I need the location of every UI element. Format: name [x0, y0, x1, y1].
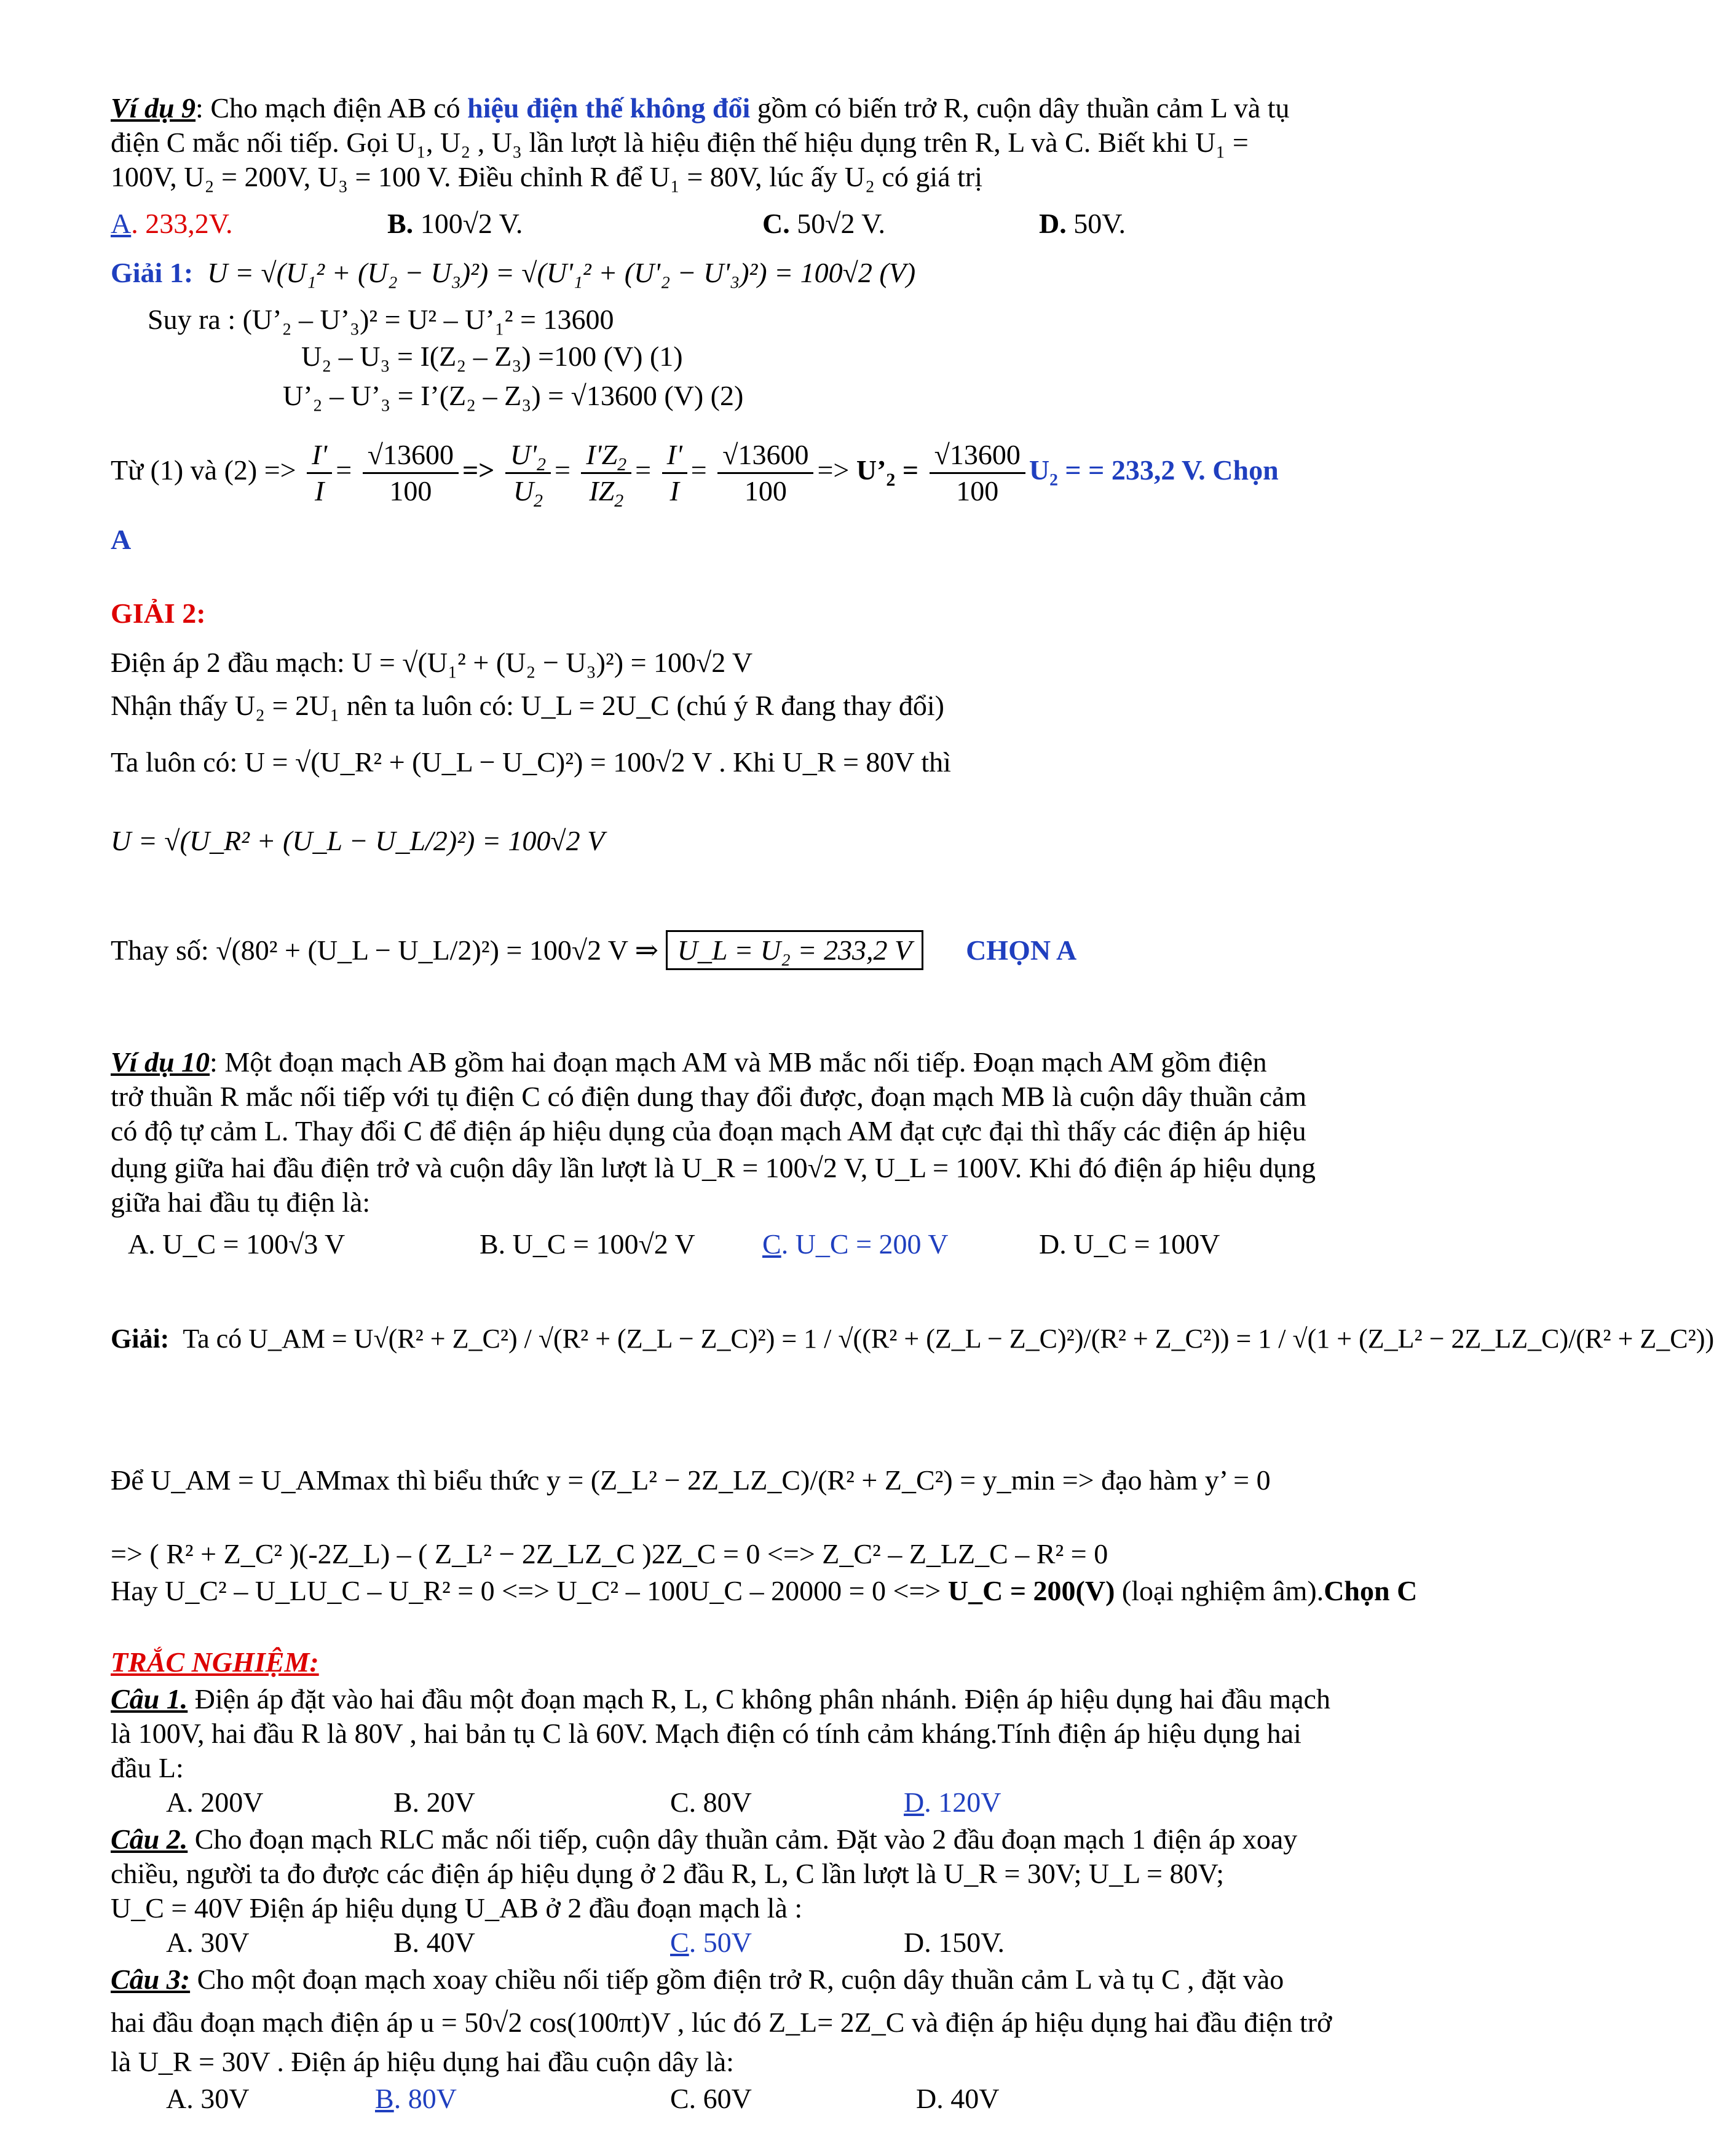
ex9-text: : Cho mạch điện AB có — [195, 92, 468, 124]
q1-text: Điện áp đặt vào hai đầu một đoạn mạch R, L, C không phân nhánh. Điện áp hiệu dụng hai đầu mạch — [188, 1683, 1330, 1715]
sol1-line3: U₂ – U₃ = I(Z₂ – Z₃) =100 (V) (1) — [301, 341, 683, 372]
sol2-line2: Nhận thấy U₂ = 2U₁ nên ta luôn có: U_L = 2U_C (chú ý R đang thay đổi) — [111, 690, 944, 721]
sol10-line1 — [111, 1322, 1714, 1356]
sol1-line2: Suy ra : (U’₂ – U’₃)² = U² – U’₁² = 13600 — [148, 304, 614, 335]
option-text: . 120V — [924, 1787, 1001, 1818]
q1-option-d — [904, 1785, 1001, 1820]
q3-option-b — [375, 2082, 457, 2116]
sol10-label: Giải: — [111, 1324, 170, 1354]
ex9-option-d — [1039, 207, 1126, 241]
fraction: $\frac{I'}{I}$ — [307, 438, 332, 508]
q1-line2: là 100V, hai đầu R là 80V , hai bản tụ C là 60V. Mạch điện có tính cảm kháng.Tính điện áp hiệu dụng hai — [111, 1718, 1301, 1749]
sol10-choice: Chọn C — [1324, 1575, 1418, 1606]
sol10-result: U_C = 200(V) — [947, 1575, 1115, 1606]
sol10-line4 — [111, 1574, 1417, 1608]
ex10-option-c — [762, 1227, 948, 1262]
ex9-option-a — [111, 207, 233, 241]
q2-option-a: A. 30V — [166, 1927, 250, 1958]
sol10-text: Hay U_C² – U_LU_C – U_R² = 0 <=> U_C² – 100U_C – 20000 = 0 <=> — [111, 1575, 948, 1606]
quiz-title: TRẮC NGHIỆM: — [111, 1646, 319, 1678]
option-letter: C — [762, 1228, 781, 1260]
ex9-line3: 100V, U₂ = 200V, U₃ = 100 V. Điều chỉnh R để U₁ = 80V, lúc ấy U₂ có giá trị — [111, 161, 983, 192]
q1-option-a: A. 200V — [166, 1787, 264, 1818]
q2-line1 — [111, 1822, 1297, 1857]
option-letter: A — [111, 208, 132, 239]
q3-option-d: D. 40V — [916, 2083, 1000, 2114]
ex10-line3: có độ tự cảm L. Thay đổi C để điện áp hiệu dụng của đoạn mạch AM đạt cực đại thì thấy các điện áp hiệu — [111, 1115, 1306, 1147]
sol1-line1 — [111, 256, 915, 290]
sol10-line3: => ( R² + Z_C² )(-2Z_L) – ( Z_L² − 2Z_LZ_C )2Z_C = 0 <=> Z_C² – Z_LZ_C – R² = 0 — [111, 1538, 1108, 1570]
sol10-text: (loại nghiệm âm). — [1115, 1575, 1324, 1606]
ex9-text: gồm có biến trở R, cuộn dây thuần cảm L và tụ — [750, 92, 1290, 124]
q3-line1 — [111, 1962, 1284, 1997]
sol2-line1: Điện áp 2 đầu mạch: U = √(U₁² + (U₂ − U₃)²) = 100√2 V — [111, 647, 753, 678]
sol2-line3: Ta luôn có: U = √(U_R² + (U_L − U_C)²) = 100√2 V . Khi U_R = 80V thì — [111, 746, 951, 778]
option-text: . 50V — [689, 1927, 752, 1958]
option-letter: B — [375, 2083, 394, 2114]
option-letter: D — [904, 1787, 925, 1818]
ex9-highlight: hiệu điện thế không đổi — [467, 92, 751, 124]
q3-option-a: A. 30V — [166, 2083, 250, 2114]
q1-option-c: C. 80V — [670, 1787, 752, 1818]
sol1-label: Giải 1: — [111, 257, 194, 288]
ex10-line1 — [111, 1045, 1267, 1080]
sol1-result: U₂ = = 233,2 V. Chọn — [1029, 454, 1279, 486]
option-text: 100√2 V. — [413, 208, 523, 239]
sol1-line6: A — [111, 524, 132, 555]
ex10-line2: trở thuần R mắc nối tiếp với tụ điện C có điện dung thay đổi được, đoạn mạch MB là cuộn dây thuần cảm — [111, 1081, 1307, 1112]
q3-line3: là U_R = 30V . Điện áp hiệu dụng hai đầu cuộn dây là: — [111, 2046, 734, 2077]
ex9-option-c — [762, 207, 885, 241]
q1-line1 — [111, 1682, 1330, 1716]
ex10-text: : Một đoạn mạch AB gồm hai đoạn mạch AM và MB mắc nối tiếp. Đoạn mạch AM gồm điện — [210, 1046, 1267, 1078]
sol10-formula: Ta có U_AM = U√(R² + Z_C²) / √(R² + (Z_L − Z_C)²) = 1 / √((R² + (Z_L − Z_C)²)/(R² + Z_C²)) = 1 / √(1 + (Z_L² − 2Z_LZ_C)/(R² + Z_C²)) — [183, 1324, 1714, 1354]
ex10-option-a: A. U_C = 100√3 V — [128, 1228, 346, 1260]
q3-label: Câu 3: — [111, 1964, 191, 1995]
sol2-label: GIẢI 2: — [111, 598, 206, 629]
option-text: . 233,2V. — [131, 208, 233, 239]
sol1-from: Từ (1) và (2) => — [111, 454, 296, 486]
q2-option-d: D. 150V. — [904, 1927, 1005, 1958]
sol2-line5 — [111, 933, 1076, 968]
q2-option-c — [670, 1925, 752, 1960]
sol2-line4: U = √(U_R² + (U_L − U_L/2)²) = 100√2 V — [111, 825, 605, 856]
q1-option-b: B. 20V — [393, 1787, 475, 1818]
ex10-line4: dụng giữa hai đầu điện trở và cuộn dây lần lượt là U_R = 100√2 V, U_L = 100V. Khi đó điện áp hiệu dụng — [111, 1152, 1316, 1183]
ex10-line5: giữa hai đầu tụ điện là: — [111, 1187, 371, 1218]
fraction: $\frac{I'}{I}$ — [662, 438, 687, 508]
fraction: $\frac{I'Z_2}{IZ_2}$ — [581, 438, 631, 508]
option-text: . 80V — [393, 2083, 457, 2114]
fraction: $\frac{√13600}{100}$ — [717, 438, 813, 508]
q2-line2: chiều, người ta đo được các điện áp hiệu dụng ở 2 đầu R, L, C lần lượt là U_R = 30V; U_L = 80V; — [111, 1858, 1225, 1889]
q2-line3: U_C = 40V Điện áp hiệu dụng U_AB ở 2 đầu đoạn mạch là : — [111, 1892, 803, 1924]
option-text: . U_C = 200 V — [781, 1228, 949, 1260]
q3-option-c: C. 60V — [670, 2083, 752, 2114]
ex9-option-b — [387, 207, 523, 241]
q3-line2: hai đầu đoạn mạch điện áp u = 50√2 cos(100πt)V , lúc đó Z_L= 2Z_C và điện áp hiệu dụng hai đầu điện trở — [111, 2007, 1332, 2038]
sol1-line5: Từ (1) và (2) => $\frac{I'}{I}$ = $\frac{√13600}{100}$ => $\frac{U'_2}{U_2}$ = $\frac{I'Z_2}{IZ_2}$ = $\frac{I'}{I}$ = $\frac{√13600}{100}$ => $U’_2$ = $\frac{√13600}{100}$ U₂ = = 233,2 V. Chọn — [111, 438, 1279, 511]
option-letter: D. — [1039, 208, 1067, 239]
q1-label: Câu 1. — [111, 1683, 188, 1715]
fraction: $\frac{√13600}{100}$ — [930, 438, 1025, 508]
option-text: 50V. — [1066, 208, 1126, 239]
ex10-option-d: D. U_C = 100V — [1039, 1228, 1220, 1260]
fraction: $\frac{U'_2}{U_2}$ — [505, 438, 551, 508]
sol1-formula: U = √(U₁² + (U₂ − U₃)²) = √(U'₁² + (U'₂ − U'₃)²) = 100√2 (V) — [207, 257, 916, 288]
option-text: 50√2 V. — [789, 208, 885, 239]
option-letter: B. — [387, 208, 414, 239]
q1-line3: đầu L: — [111, 1752, 184, 1783]
sol2-choice: CHỌN A — [966, 934, 1077, 966]
ex9-line1 — [111, 91, 1290, 125]
ex10-title: Ví dụ 10 — [111, 1046, 210, 1078]
q2-text: Cho đoạn mạch RLC mắc nối tiếp, cuộn dây thuần cảm. Đặt vào 2 đầu đoạn mạch 1 điện áp xoay — [188, 1823, 1298, 1855]
sol10-line2: Để U_AM = U_AMmax thì biểu thức y = (Z_L² − 2Z_LZ_C)/(R² + Z_C²) = y_min => đạo hàm y’ = 0 — [111, 1464, 1271, 1496]
fraction: $\frac{√13600}{100}$ — [363, 438, 459, 508]
q2-option-b: B. 40V — [393, 1927, 475, 1958]
ex10-option-b: B. U_C = 100√2 V — [480, 1228, 695, 1260]
sol2-boxed-result: U_L = U₂ = 233,2 V — [666, 930, 923, 970]
sol1-line4: U’₂ – U’₃ = I’(Z₂ – Z₃) = √13600 (V) (2) — [283, 380, 744, 411]
sol2-substitute: Thay số: √(80² + (U_L − U_L/2)²) = 100√2 V ⇒ — [111, 934, 659, 966]
q2-label: Câu 2. — [111, 1823, 188, 1855]
ex9-title: Ví dụ 9 — [111, 92, 196, 124]
q3-text: Cho một đoạn mạch xoay chiều nối tiếp gồm điện trở R, cuộn dây thuần cảm L và tụ C , đặt vào — [190, 1964, 1284, 1995]
option-letter: C — [670, 1927, 689, 1958]
ex9-line2: điện C mắc nối tiếp. Gọi U₁, U₂ , U₃ lần lượt là hiệu điện thế hiệu dụng trên R, L và C. Biết khi U₁ = — [111, 127, 1249, 158]
option-letter: C. — [762, 208, 790, 239]
